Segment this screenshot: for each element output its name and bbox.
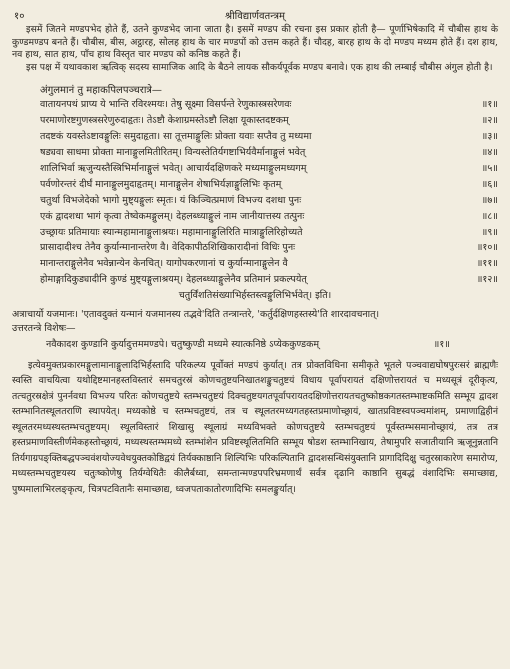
verse-text: परमाणोरष्टगुणस्त्रसरेणुरुदाहृतः। तेऽष्टौ केशाग्रमस्तेऽष्टौ लिक्षा यूकास्तदष्टकम् (40, 115, 289, 127)
verse-text: होमाङ्गादिकुड्यादीनि कुण्डं मुष्ट्यङ्गुलाश्रयम्। देहलब्ध्याङ्गुलेनैव प्रतिमानं प्रकल्पयेत् (40, 274, 307, 286)
verse-line (12, 193, 498, 209)
verse-block (12, 97, 498, 304)
verse-number: ॥६॥ (481, 178, 498, 190)
verse-line (12, 129, 498, 145)
verse-text: षड्यवा साधमा प्रोक्ता मानाङ्गुलमितीरितम्। विन्यस्तेतिर्यगष्टाभिर्यवैर्मानाङ्गुलं भवेत् (40, 147, 306, 159)
verse-text: शालिभिर्वा ऋजुन्यस्तैस्त्रिभिर्मानाङ्गुलं भवेत्। आचार्यदक्षिणकरे मध्यमाङ्गुलमध्यगम् (40, 162, 307, 174)
verse-line (12, 225, 498, 241)
verse-number: ॥२॥ (481, 115, 498, 127)
verse-text: तदष्टकं यवस्तेऽष्टावङ्गुलिः समुदाहृता। सा तूत्तमाङ्गुलिः प्रोक्ता यवाः सप्तैव तु मध्यमा (40, 131, 312, 143)
verse-number: ॥४॥ (481, 147, 498, 159)
verse-text: नवैकादश कुण्डानि कुर्यादुत्तममण्डपे। चतुष्कुण्डी मध्यमे स्यात्कनिष्ठे ऽप्येककुण्डकम् (46, 338, 320, 350)
verse-text: वातायनपथं प्राप्य ये भान्ति रविरश्मयः। तेषु सूक्ष्मा विसर्पन्ते रेणुकास्त्रसरेणवः (40, 99, 292, 111)
verse-line (12, 113, 498, 129)
verse-line (12, 209, 498, 225)
verse-introduction: अंगुलमानं तु महाकपिलपञ्चरात्रे— (40, 85, 162, 97)
running-title: श्रीविद्यार्णवतन्त्रम् (225, 11, 285, 22)
verse-text: चतुर्था विभजेदेको भागो मुष्ट्यङ्गुलः स्मृतः। यं किञ्चित्प्रमाणं विभज्य दशधा पुनः (40, 194, 302, 206)
section-heading: उत्तरतन्त्रे विशेषः— (12, 322, 76, 334)
verse-number: ॥१२॥ (476, 274, 498, 286)
verse-text: चतुर्विंशतिसंख्याभिर्हस्तस्त्वङ्गुलिभिर्भवेत्। इति। (178, 290, 332, 302)
sanskrit-commentary (12, 358, 498, 498)
verse-text: प्रासादादीश्च तेनैव कुर्यान्मानान्तरेण वै। वेदिकापीठशिखिकारादीनां विधिः पुनः (40, 242, 296, 254)
verse-number: ॥१॥ (433, 338, 450, 350)
verse-number: ॥५॥ (481, 162, 498, 174)
intro-paragraph: इसमें जितने मण्डपभेद होते हैं, उतने कुण्डभेद जाना जाता है। इसमें मण्डप की रचना इस प्रकार होती है— पूर्णाभिषेकादि में चौबीस हाथ के कुण्डमण्डप बनते हैं। चौबीस, बीस, अट्ठारह, सोलह हाथ के चार मण्डपों को उत्तम कहते हैं। चौदह, बारह हाथ के दो मण्डप मध्यम होते हैं। दश हाथ, नव हाथ, सात हाथ, पाँच हाथ विस्तृत चार मण्डप को कनिष्ठ कहते हैं। (12, 24, 498, 61)
verse-text: पर्वणोरन्तरं दीर्घं मानाङ्गुलमुदाहृतम्। मानाङ्गुलेन शेषाभिर्यज्ञाङ्गुलिभिः कृतम् (40, 178, 282, 190)
verse-line (12, 161, 498, 177)
intro-paragraph: इस पक्ष में यथावकाश ऋत्विक् सदस्य सामाजिक आदि के बैठने लायक सौकर्यपूर्वक मण्डप बनावे। एक हाथ की लम्बाई चौबीस अंगुल होती है। (26, 61, 493, 73)
verse-line (12, 177, 498, 193)
verse-line (12, 256, 498, 272)
verse-line (12, 97, 498, 113)
verse-number: ॥९॥ (481, 226, 498, 238)
page-number: १० (14, 11, 25, 22)
verse-number: ॥१॥ (481, 99, 498, 111)
verse-number: ॥७॥ (481, 194, 498, 206)
page-header (12, 6, 498, 22)
verse-line (12, 336, 498, 354)
verse-number: ॥८॥ (481, 210, 498, 222)
hindi-intro (12, 24, 498, 74)
verse-number: ॥३॥ (481, 131, 498, 143)
verse-text: मानान्तराङ्गुलेनैव भवेन्नान्येन केनचित्। यागोपकरणानां च कुर्यान्मानाङ्गुलेन वै (40, 258, 288, 270)
verse-closing (12, 288, 498, 304)
verse-line (12, 272, 498, 288)
verse-line (12, 240, 498, 256)
verse-number: ॥१०॥ (476, 242, 498, 254)
verse-text: उच्छ्रायः प्रतिमायाः स्यान्महामानाङ्गुलाश्रयः। महामानाङ्गुलिरिति मात्राङ्गुलिरिहोच्यते (40, 226, 303, 238)
source-note: अत्राचार्यो यजमानः। 'एतावदुक्तं यन्मानं यजमानस्य तद्भवे'दिति तन्त्रान्तरे, 'कर्तुर्दक्षिणहस्तस्ये'ति शारदावचनात्। (12, 308, 380, 320)
verse-text: एकं द्वादशधा भागं कृत्वा तेष्वेकमङ्गुलम्। देहलब्ध्याङ्गुलं नाम जानीयात्तस्य तत्पुनः (40, 210, 305, 222)
verse-line (12, 145, 498, 161)
verse-number: ॥११॥ (476, 258, 498, 270)
commentary-paragraph: इत्येवमुक्तप्रकारमङ्गुलामानाङ्गुलादिभिर्हस्तादि परिकल्प्य पूर्वोक्तं मण्डपं कुर्यात्। तत्र प्रोक्तविधिना समीकृते भूतले पञ्चवाद्यघोषपुरःसरं ब्राह्मणैः स्वस्ति वाचयित्वा यथोद्दिष्टमानहस्तविस्तारं समचतुरस्रं कोणचतुष्टयनिखातशङ्कुचतुष्टयं विधाय पूर्वापरायतं दक्षिणोत्तरायतं च मध्यसूत्रं दूरीकृत्य, तत्चतुरस्रक्षेत्रं पुनर्नवधा विभज्य परितः कोणचतुष्टये स्तम्भचतुष्टयं दिक्चतुष्टयगतपूर्वापरायतदक्षिणोत्तरायतचतुष्कोष्ठकगतस्तम्भाष्टकमिति सम्भूय द्वादश स्तम्भानितस्थूलतराणि स्थापयेत्। मध्यकोष्ठे च स्तम्भचतुष्टयं, तत्र च स्थूलतरमध्यगतहस्तप्रमाणोच्छ्रायं, खातप्रविष्टस्वपञ्चमांशम्, प्रमाणाद्विहीनं स्थूलतरमध्यस्थस्तम्भचतुष्टयम्। स्थूलविस्तारं शिखासु स्थूलाग्रं मध्यविभक्ते कोणचतुष्टये स्तम्भचतुष्टयं पूर्वस्तम्भसमानोच्छ्रायं, तत्र तत्र हस्तप्रमाणविस्तीर्णमेकहस्तोच्छ्रायं, मध्यस्थस्तम्भमध्ये स्तम्भांशेन प्रविष्टस्थूलितमिति सम्भूय षोडश स्तम्भानिखाय, तेषामुपरि सजातीयानि ऋजूनुन्नतानि तिर्यगाग्रपङ्क्तिबद्धपञ्चवंशयोज्यवेधयुक्तकोष्ठिद्वयं तिर्यक्काष्ठानि शिल्पिभिः परिकल्पितानि द्वादशसन्धिसंयुक्तानि प्रागादिदिक्षु चतुरस्राकारेण समारोप्य, मध्यस्तम्भचतुष्टयस्य चतुःष्कोणेषु तिर्यग्वेधितैः कीलैर्बध्वा, समन्तान्मण्डपपरिभ्रमणार्थं सर्वत्र दृढानि काष्ठानि सुबद्धं वंशादिभिः समाच्छाद्य, पुष्पमालाभिरलङ्कृत्य, चित्रपटवितानैः समाच्छाद्य, ध्वजपताकातोरणादिभिः समलङ्कुर्यात्। (12, 359, 498, 495)
